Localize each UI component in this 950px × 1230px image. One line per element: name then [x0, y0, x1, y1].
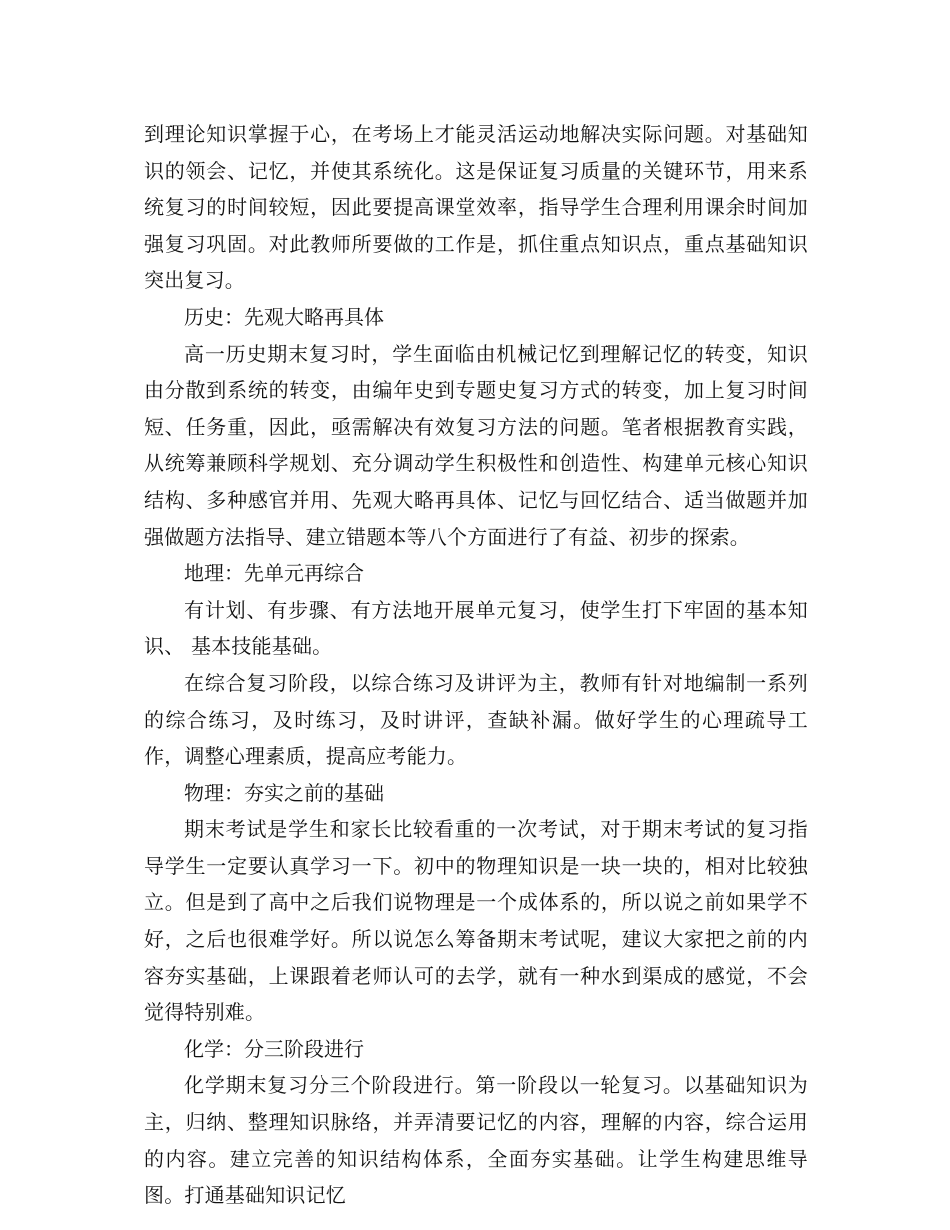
section-heading-geography: 地理：先单元再综合	[184, 561, 364, 586]
section-heading-history: 历史：先观大略再具体	[184, 304, 384, 329]
paragraph-history: 高一历史期末复习时，学生面临由机械记忆到理解记忆的转变，知识由分散到系统的转变，由编年史到专题史复习方式的转变，加上复习时间短、任务重，因此，亟需解决有效复习方法的问题。笔者根据教育实践，从统筹兼顾科学规划、充分调动学生积极性和创造性、构建单元核心知识结构、多种感官并用、先观大略再具体、记忆与回忆结合、适当做题并加强做题方法指导、建立错题本等八个方面进行了有益、初步的探索。	[144, 341, 808, 549]
document-page	[144, 116, 808, 1214]
section-heading-physics: 物理：夯实之前的基础	[184, 780, 384, 805]
section-heading-chemistry: 化学：分三阶段进行	[184, 1036, 364, 1061]
paragraph-chemistry: 化学期末复习分三个阶段进行。第一阶段以一轮复习。以基础知识为主，归纳、整理知识脉络，并弄清要记忆的内容，理解的内容，综合运用的内容。建立完善的知识结构体系，全面夯实基础。让学生构建思维导图。打通基础知识记忆	[144, 1073, 808, 1208]
paragraph-physics: 期末考试是学生和家长比较看重的一次考试，对于期末考试的复习指导学生一定要认真学习一下。初中的物理知识是一块一块的，相对比较独立。但是到了高中之后我们说物理是一个成体系的，所以说之前如果学不好，之后也很难学好。所以说怎么筹备期末考试呢，建议大家把之前的内容夯实基础，上课跟着老师认可的去学，就有一种水到渠成的感觉，不会觉得特别难。	[144, 817, 808, 1025]
paragraph-geography-2: 在综合复习阶段，以综合练习及讲评为主，教师有针对地编制一系列的综合练习，及时练习，及时讲评，查缺补漏。做好学生的心理疏导工作，调整心理素质，提高应考能力。	[144, 670, 808, 769]
paragraph-geography-1: 有计划、有步骤、有方法地开展单元复习，使学生打下牢固的基本知识、 基本技能基础。	[144, 597, 808, 659]
paragraph-intro: 到理论知识掌握于心，在考场上才能灵活运动地解决实际问题。对基础知识的领会、记忆，并使其系统化。这是保证复习质量的关键环节，用来系统复习的时间较短，因此要提高课堂效率，指导学生合理利用课余时间加强复习巩固。对此教师所要做的工作是，抓住重点知识点，重点基础知识突出复习。	[144, 122, 808, 293]
